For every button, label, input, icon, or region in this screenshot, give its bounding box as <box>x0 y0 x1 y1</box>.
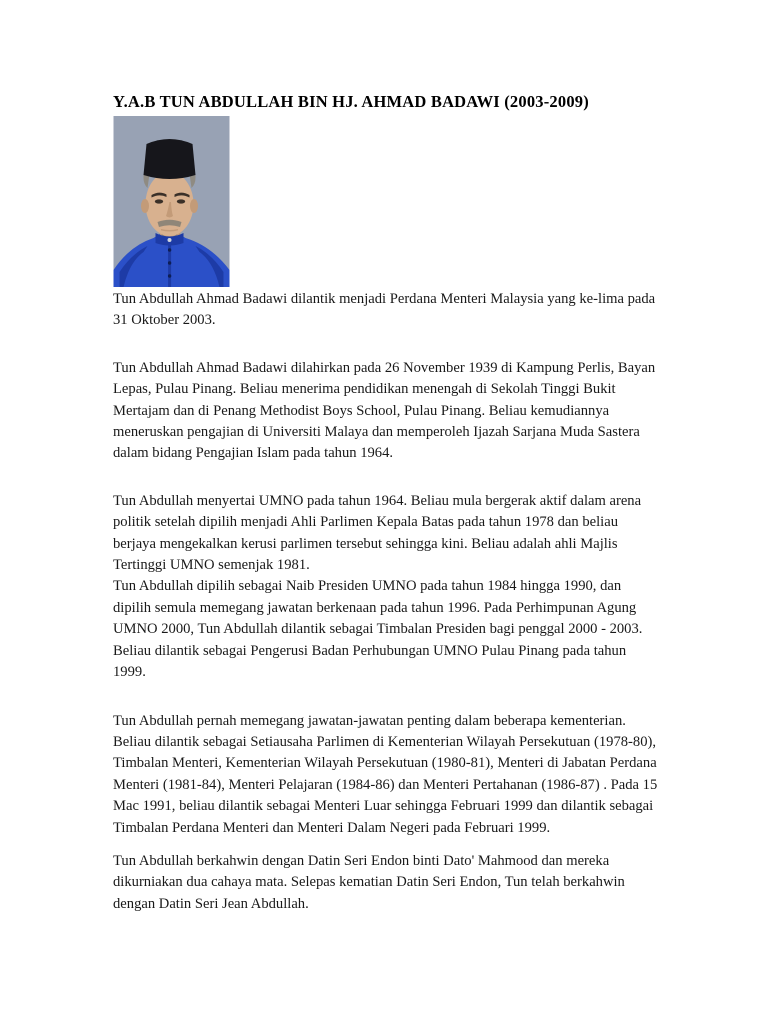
document-content <box>113 92 662 915</box>
portrait-image <box>113 116 230 287</box>
paragraph-birth-education: Tun Abdullah Ahmad Badawi dilahirkan pada 26 November 1939 di Kampung Perlis, Bayan Lepas, Pulau Pinang. Beliau menerima pendidikan menengah di Sekolah Tinggi Bukit Mertajam dan di Penang Methodist Boys School, Pulau Pinang. Beliau kemudiannya meneruskan pengajian di Universiti Malaya dan memperoleh Ijazah Sarjana Muda Sastera dalam bidang Pengajian Islam pada tahun 1964. <box>113 359 656 462</box>
biography-text <box>113 289 662 915</box>
shirt-button <box>168 274 171 277</box>
paragraph-ministerial-posts: Tun Abdullah pernah memegang jawatan-jawatan penting dalam beberapa kementerian. Beliau dilantik sebagai Setiausaha Parlimen di Kementerian Wilayah Persekutuan (1978-80), Timbalan Menteri, Kementerian Wilayah Persekutuan (1980-81), Menteri di Jabatan Perdana Menteri (1981-84), Menteri Pelajaran (1984-86) dan Menteri Pertahanan (1986-87) . Pada 15 Mac 1991, beliau dilantik sebagai Menteri Luar sehingga Februari 1999 dan dilantik sebagai Timbalan Perdana Menteri dan Menteri Dalam Negeri pada Februari 1999. <box>113 712 658 836</box>
portrait-photo <box>113 116 230 287</box>
shirt-button <box>168 261 171 264</box>
collar-pin <box>168 238 172 242</box>
ear-left <box>141 199 149 213</box>
document-title: Y.A.B TUN ABDULLAH BIN HJ. AHMAD BADAWI (2003-2009) <box>113 92 589 111</box>
paragraph-umno-positions: Tun Abdullah dipilih sebagai Naib Presiden UMNO pada tahun 1984 hingga 1990, dan dipilih semula memegang jawatan berkenaan pada tahun 1996. Pada Perhimpunan Agung UMNO 2000, Tun Abdullah dilantik sebagai Timbalan Presiden bagi penggal 2000 - 2003. Beliau dilantik sebagai Pengerusi Badan Perhubungan UMNO Pulau Pinang pada tahun 1999. <box>113 578 643 681</box>
eye-left <box>155 199 163 203</box>
eye-right <box>177 199 185 203</box>
paragraph-family: Tun Abdullah berkahwin dengan Datin Seri Endon binti Dato' Mahmood dan mereka dikurniakan dua cahaya mata. Selepas kematian Datin Seri Endon, Tun telah berkahwin dengan Datin Seri Jean Abdullah. <box>113 852 625 912</box>
paragraph-appointment: Tun Abdullah Ahmad Badawi dilantik menjadi Perdana Menteri Malaysia yang ke-lima pada 31 Oktober 2003. <box>113 291 656 329</box>
ear-right <box>190 199 198 213</box>
paragraph-umno-entry: Tun Abdullah menyertai UMNO pada tahun 1964. Beliau mula bergerak aktif dalam arena politik setelah dipilih menjadi Ahli Parlimen Kepala Batas pada tahun 1978 dan beliau berjaya mengekalkan kerusi parlimen tersebut sehingga kini. Beliau adalah ahli Majlis Tertinggi UMNO semenjak 1981. <box>113 492 642 574</box>
songkok <box>144 139 196 179</box>
shirt-button <box>168 248 171 251</box>
